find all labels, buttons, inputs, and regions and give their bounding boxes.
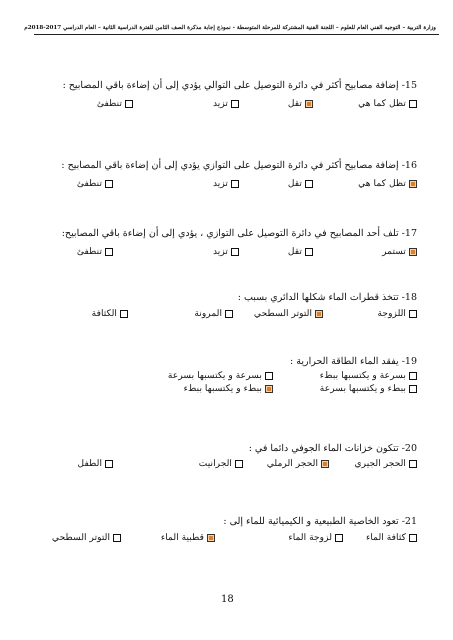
checkbox-icon[interactable] xyxy=(335,534,343,542)
checkbox-icon[interactable] xyxy=(120,310,128,318)
checkbox-icon[interactable] xyxy=(409,385,417,393)
question-20-option-2[interactable]: الحجر الرملي xyxy=(267,458,329,469)
question-19-option-4[interactable]: ببطء و يكتسبها ببطء xyxy=(184,383,273,394)
checkbox-icon[interactable] xyxy=(305,180,313,188)
checked-box-icon[interactable] xyxy=(265,385,273,393)
checked-box-icon[interactable] xyxy=(315,310,323,318)
checkbox-icon[interactable] xyxy=(105,180,113,188)
checkbox-icon[interactable] xyxy=(231,248,239,256)
question-20-option-1[interactable]: الحجر الجيري xyxy=(354,458,417,469)
checkbox-icon[interactable] xyxy=(105,460,113,468)
checkbox-icon[interactable] xyxy=(409,310,417,318)
checkbox-icon[interactable] xyxy=(409,372,417,380)
checkbox-icon[interactable] xyxy=(125,100,133,108)
question-18-option-3[interactable]: المرونة xyxy=(194,308,233,319)
page-number: 18 xyxy=(221,594,234,605)
question-16-option-1[interactable]: تظل كما هي xyxy=(358,178,417,189)
checkbox-icon[interactable] xyxy=(235,460,243,468)
question-18-option-1[interactable]: اللزوجة xyxy=(377,308,417,319)
question-19-option-2[interactable]: بسرعة و يكتسبها بسرعة xyxy=(168,370,273,381)
question-15-option-3[interactable]: تزيد xyxy=(213,98,239,109)
question-17-option-3[interactable]: تزيد xyxy=(213,246,239,257)
checkbox-icon[interactable] xyxy=(113,534,121,542)
question-19-text: 19- يفقد الماء الطاقة الحرارية : xyxy=(290,356,417,367)
checkbox-icon[interactable] xyxy=(265,372,273,380)
checkbox-icon[interactable] xyxy=(409,100,417,108)
question-17-option-1[interactable]: تستمر xyxy=(382,246,417,257)
question-17-option-4[interactable]: تنطفئ xyxy=(77,246,113,257)
checkbox-icon[interactable] xyxy=(231,180,239,188)
question-19-option-1[interactable]: بسرعة و يكتسبها ببطء xyxy=(320,370,417,381)
question-18-option-2[interactable]: التوتر السطحي xyxy=(254,308,323,319)
question-16-text: 16- إضافة مصابيح أكثر في دائرة التوصيل على التوازي يؤدي إلى أن إضاءة باقي المصابيح : xyxy=(61,160,417,171)
question-15-option-2[interactable]: تقل xyxy=(288,98,313,109)
checkbox-icon[interactable] xyxy=(231,100,239,108)
question-20-text: 20- تتكون خزانات الماء الجوفي دائما في : xyxy=(248,443,417,454)
header-divider xyxy=(34,34,439,35)
question-16-option-2[interactable]: تقل xyxy=(288,178,313,189)
checked-box-icon[interactable] xyxy=(305,100,313,108)
question-16-option-3[interactable]: تزيد xyxy=(213,178,239,189)
question-15-option-1[interactable]: تظل كما هي xyxy=(358,98,417,109)
question-21-option-2[interactable]: لزوجة الماء xyxy=(288,532,343,543)
checked-box-icon[interactable] xyxy=(207,534,215,542)
question-18-option-4[interactable]: الكثافة xyxy=(92,308,128,319)
checked-box-icon[interactable] xyxy=(321,460,329,468)
question-17-text: 17- تلف أحد المصابيح في دائرة التوصيل على التوازي ، يؤدي إلى أن إضاءة باقي المصابيح: xyxy=(61,228,417,239)
checkbox-icon[interactable] xyxy=(409,534,417,542)
question-21-text: 21- تعود الخاصية الطبيعية و الكيميائية للماء إلى : xyxy=(223,516,417,527)
question-16-option-4[interactable]: تنطفئ xyxy=(77,178,113,189)
question-19-option-3[interactable]: ببطء و يكتسبها بسرعة xyxy=(320,383,417,394)
question-15-option-4[interactable]: تنطفئ xyxy=(97,98,133,109)
page-header: وزارة التربية – التوجيه الفني العام للعلوم – اللجنة الفنية المشتركة للمرحلة المتوسطة - نموذج إجابة مذكرة الصف الثامن للفترة الدراسية الثانية – العام الدراسي 2017-2018م xyxy=(24,25,436,31)
checkbox-icon[interactable] xyxy=(409,460,417,468)
checked-box-icon[interactable] xyxy=(409,248,417,256)
checked-box-icon[interactable] xyxy=(409,180,417,188)
question-20-option-3[interactable]: الجرانيت xyxy=(199,458,243,469)
checkbox-icon[interactable] xyxy=(105,248,113,256)
question-17-option-2[interactable]: تقل xyxy=(288,246,313,257)
question-20-option-4[interactable]: الطفل xyxy=(78,458,114,469)
checkbox-icon[interactable] xyxy=(225,310,233,318)
checkbox-icon[interactable] xyxy=(305,248,313,256)
question-18-text: 18- تتخذ قطرات الماء شكلها الدائري بسبب : xyxy=(237,292,417,303)
question-21-option-4[interactable]: التوتر السطحي xyxy=(52,532,121,543)
question-21-option-1[interactable]: كثافة الماء xyxy=(366,532,417,543)
question-21-option-3[interactable]: قطبية الماء xyxy=(161,532,215,543)
question-15-text: 15- إضافة مصابيح أكثر في دائرة التوصيل على التوالي يؤدي إلى أن إضاءة باقي المصابيح : xyxy=(62,80,417,91)
